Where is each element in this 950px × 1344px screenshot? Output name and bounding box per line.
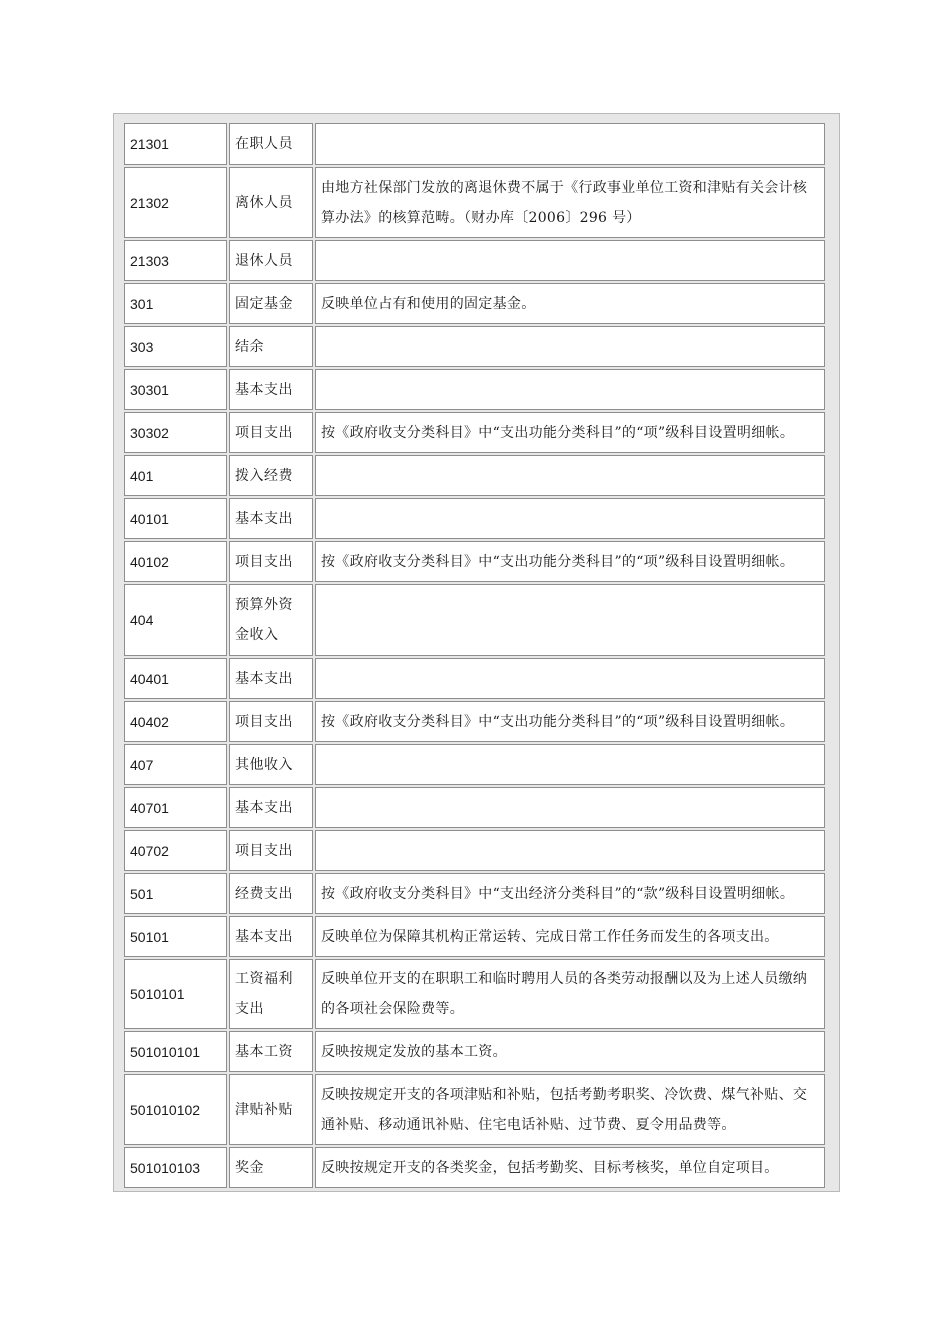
- table-row: [124, 326, 825, 367]
- account-description: [315, 240, 825, 281]
- table-row: [124, 167, 825, 238]
- account-code: 40102: [124, 541, 227, 582]
- table-row: [124, 123, 825, 165]
- account-name: 项目支出: [229, 541, 313, 582]
- account-description: 按《政府收支分类科目》中“支出功能分类科目”的“项”级科目设置明细帐。: [315, 701, 825, 742]
- account-description: [315, 498, 825, 539]
- account-description: 按《政府收支分类科目》中“支出经济分类科目”的“款”级科目设置明细帐。: [315, 873, 825, 914]
- account-code: 501: [124, 873, 227, 914]
- account-description: [315, 455, 825, 496]
- account-description: [315, 744, 825, 785]
- table-row: [124, 658, 825, 699]
- account-name: 经费支出: [229, 873, 313, 914]
- table-row: [124, 701, 825, 742]
- account-description: 按《政府收支分类科目》中“支出功能分类科目”的“项”级科目设置明细帐。: [315, 412, 825, 453]
- table-row: [124, 584, 825, 656]
- table-row: [124, 1074, 825, 1145]
- account-description: 反映单位占有和使用的固定基金。: [315, 283, 825, 324]
- account-name: 在职人员: [229, 123, 313, 165]
- table-row: [124, 830, 825, 871]
- table-frame: [113, 113, 840, 1192]
- account-code: 5010101: [124, 959, 227, 1029]
- account-name: 其他收入: [229, 744, 313, 785]
- account-code: 501010101: [124, 1031, 227, 1072]
- table-row: [124, 283, 825, 324]
- table-row: [124, 744, 825, 785]
- table-row: [124, 541, 825, 582]
- table-row: [124, 1031, 825, 1072]
- account-description: [315, 369, 825, 410]
- account-code: 401: [124, 455, 227, 496]
- account-code: 21301: [124, 123, 227, 165]
- account-description: [315, 830, 825, 871]
- account-name: 预算外资金收入: [229, 584, 313, 656]
- table-row: [124, 455, 825, 496]
- account-name: 工资福利支出: [229, 959, 313, 1029]
- table-row: [124, 787, 825, 828]
- account-name: 项目支出: [229, 830, 313, 871]
- account-code: 40401: [124, 658, 227, 699]
- account-name: 基本工资: [229, 1031, 313, 1072]
- account-table: [122, 121, 827, 1190]
- account-code: 40402: [124, 701, 227, 742]
- account-name: 津贴补贴: [229, 1074, 313, 1145]
- table-row: [124, 959, 825, 1029]
- account-code: 303: [124, 326, 227, 367]
- account-name: 基本支出: [229, 787, 313, 828]
- account-description: [315, 658, 825, 699]
- account-description: [315, 326, 825, 367]
- account-code: 40701: [124, 787, 227, 828]
- account-code: 21302: [124, 167, 227, 238]
- account-code: 404: [124, 584, 227, 656]
- account-description: [315, 584, 825, 656]
- account-name: 退休人员: [229, 240, 313, 281]
- account-description: 按《政府收支分类科目》中“支出功能分类科目”的“项”级科目设置明细帐。: [315, 541, 825, 582]
- account-name: 拨入经费: [229, 455, 313, 496]
- account-code: 50101: [124, 916, 227, 957]
- account-code: 501010102: [124, 1074, 227, 1145]
- account-name: 项目支出: [229, 701, 313, 742]
- account-description: 反映按规定开支的各项津贴和补贴，包括考勤考职奖、冷饮费、煤气补贴、交通补贴、移动通讯补贴、住宅电话补贴、过节费、夏令用品费等。: [315, 1074, 825, 1145]
- account-code: 501010103: [124, 1147, 227, 1188]
- account-name: 基本支出: [229, 498, 313, 539]
- account-name: 固定基金: [229, 283, 313, 324]
- account-description: [315, 123, 825, 165]
- account-name: 项目支出: [229, 412, 313, 453]
- table-row: [124, 369, 825, 410]
- table-row: [124, 916, 825, 957]
- account-code: 30302: [124, 412, 227, 453]
- account-description: 反映单位为保障其机构正常运转、完成日常工作任务而发生的各项支出。: [315, 916, 825, 957]
- table-row: [124, 412, 825, 453]
- account-code: 40101: [124, 498, 227, 539]
- account-description: 反映按规定发放的基本工资。: [315, 1031, 825, 1072]
- table-row: [124, 873, 825, 914]
- account-name: 基本支出: [229, 369, 313, 410]
- table-row: [124, 240, 825, 281]
- account-description: 反映按规定开支的各类奖金，包括考勤奖、目标考核奖，单位自定项目。: [315, 1147, 825, 1188]
- account-name: 离休人员: [229, 167, 313, 238]
- account-name: 结余: [229, 326, 313, 367]
- account-code: 40702: [124, 830, 227, 871]
- account-name: 基本支出: [229, 658, 313, 699]
- account-description: 由地方社保部门发放的离退休费不属于《行政事业单位工资和津贴有关会计核算办法》的核算范畴。（财办库〔2006〕296 号）: [315, 167, 825, 238]
- table-row: [124, 498, 825, 539]
- account-description: [315, 787, 825, 828]
- account-code: 30301: [124, 369, 227, 410]
- account-description: 反映单位开支的在职职工和临时聘用人员的各类劳动报酬以及为上述人员缴纳的各项社会保险费等。: [315, 959, 825, 1029]
- account-name: 奖金: [229, 1147, 313, 1188]
- account-name: 基本支出: [229, 916, 313, 957]
- account-code: 407: [124, 744, 227, 785]
- account-code: 301: [124, 283, 227, 324]
- account-code: 21303: [124, 240, 227, 281]
- table-row: [124, 1147, 825, 1188]
